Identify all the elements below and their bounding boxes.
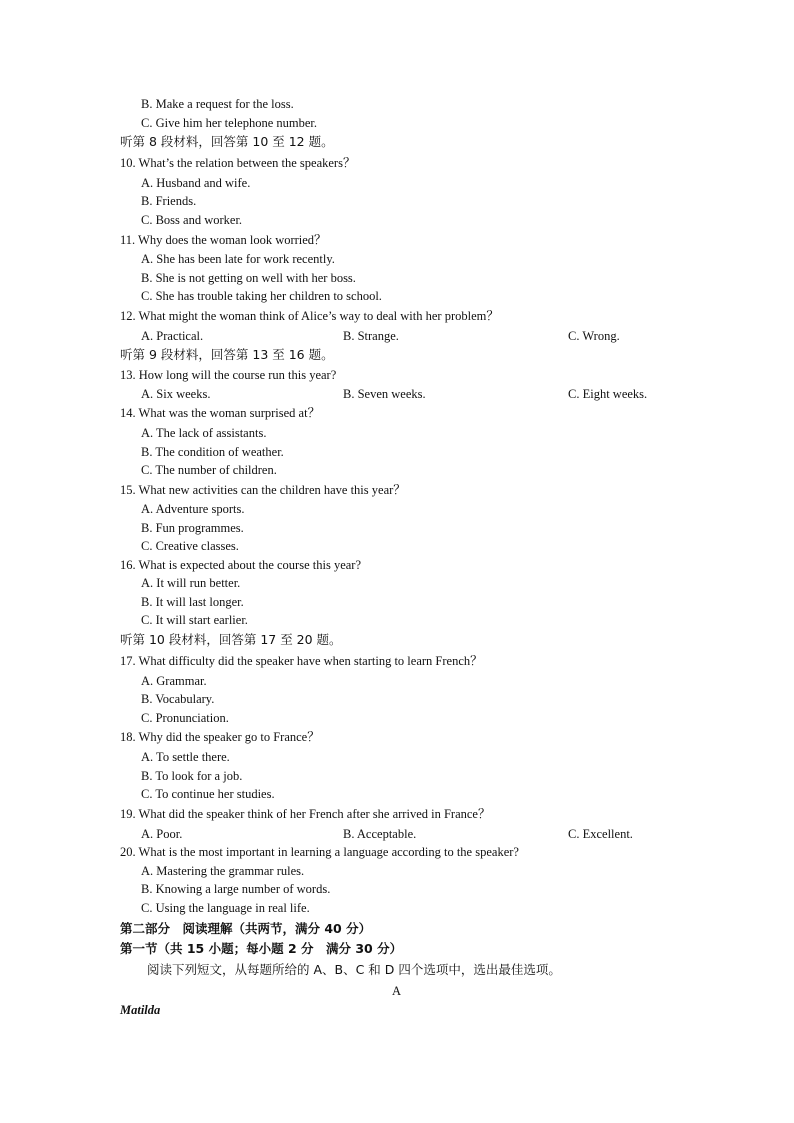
q17-option-b: B. Vocabulary. [141, 692, 215, 706]
question-18: 18. Why did the speaker go to France？ [120, 730, 320, 744]
q12-option-c: C. Wrong. [568, 329, 620, 343]
question-14: 14. What was the woman surprised at？ [120, 406, 321, 420]
q18-option-b: B. To look for a job. [141, 769, 243, 783]
q12-option-a: A. Practical. [141, 329, 204, 343]
question-16: 16. What is expected about the course this year? [120, 558, 362, 572]
q17-option-c: C. Pronunciation. [141, 711, 229, 725]
q11-option-c: C. She has trouble taking her children to school. [141, 289, 382, 303]
q13-option-c: C. Eight weeks. [568, 387, 648, 401]
question-20: 20. What is the most important in learning a language according to the speaker? [120, 845, 519, 859]
section-instruction: 听第 9 段材料，回答第 13 至 16 题。 [120, 347, 334, 362]
reading-instruction: 阅读下列短文，从每题所给的 A、B、C 和 D 四个选项中，选出最佳选项。 [147, 962, 561, 977]
q19-option-c: C. Excellent. [568, 827, 633, 841]
q15-option-b: B. Fun programmes. [141, 521, 244, 535]
section-instruction: 听第 10 段材料，回答第 17 至 20 题。 [120, 632, 342, 647]
q18-option-a: A. To settle there. [141, 750, 230, 764]
part-two-heading: 第二部分 阅读理解（共两节，满分 40 分） [120, 921, 372, 936]
q14-option-a: A. The lack of assistants. [141, 426, 267, 440]
q16-option-b: B. It will last longer. [141, 595, 244, 609]
q10-option-c: C. Boss and worker. [141, 213, 243, 227]
q19-option-b: B. Acceptable. [343, 827, 417, 841]
q10-option-a: A. Husband and wife. [141, 176, 251, 190]
q20-option-c: C. Using the language in real life. [141, 901, 310, 915]
question-19: 19. What did the speaker think of her French after she arrived in France？ [120, 807, 491, 821]
question-10: 10. What’s the relation between the speakers？ [120, 156, 356, 170]
question-12: 12. What might the woman think of Alice’s way to deal with her problem？ [120, 309, 499, 323]
q14-option-c: C. The number of children. [141, 463, 277, 477]
q15-option-c: C. Creative classes. [141, 539, 239, 553]
q9-option-c: C. Give him her telephone number. [141, 116, 318, 130]
q11-option-a: A. She has been late for work recently. [141, 252, 335, 266]
q12-option-b: B. Strange. [343, 329, 399, 343]
q15-option-a: A. Adventure sports. [141, 502, 245, 516]
question-17: 17. What difficulty did the speaker have when starting to learn French？ [120, 654, 483, 668]
q16-option-a: A. It will run better. [141, 576, 241, 590]
q11-option-b: B. She is not getting on well with her boss. [141, 271, 356, 285]
q13-option-a: A. Six weeks. [141, 387, 211, 401]
passage-label: A [392, 984, 402, 998]
q10-option-b: B. Friends. [141, 194, 197, 208]
q14-option-b: B. The condition of weather. [141, 445, 284, 459]
q20-option-a: A. Mastering the grammar rules. [141, 864, 305, 878]
q18-option-c: C. To continue her studies. [141, 787, 275, 801]
passage-title: Matilda [120, 1003, 161, 1017]
q19-option-a: A. Poor. [141, 827, 183, 841]
q20-option-b: B. Knowing a large number of words. [141, 882, 331, 896]
section-one-heading: 第一节（共 15 小题；每小题 2 分 满分 30 分） [120, 941, 403, 956]
q13-option-b: B. Seven weeks. [343, 387, 426, 401]
q16-option-c: C. It will start earlier. [141, 613, 248, 627]
question-15: 15. What new activities can the children have this year？ [120, 483, 406, 497]
question-11: 11. Why does the woman look worried？ [120, 233, 327, 247]
question-13: 13. How long will the course run this year? [120, 368, 337, 382]
section-instruction: 听第 8 段材料，回答第 10 至 12 题。 [120, 134, 334, 149]
q17-option-a: A. Grammar. [141, 674, 207, 688]
q9-option-b: B. Make a request for the loss. [141, 97, 294, 111]
